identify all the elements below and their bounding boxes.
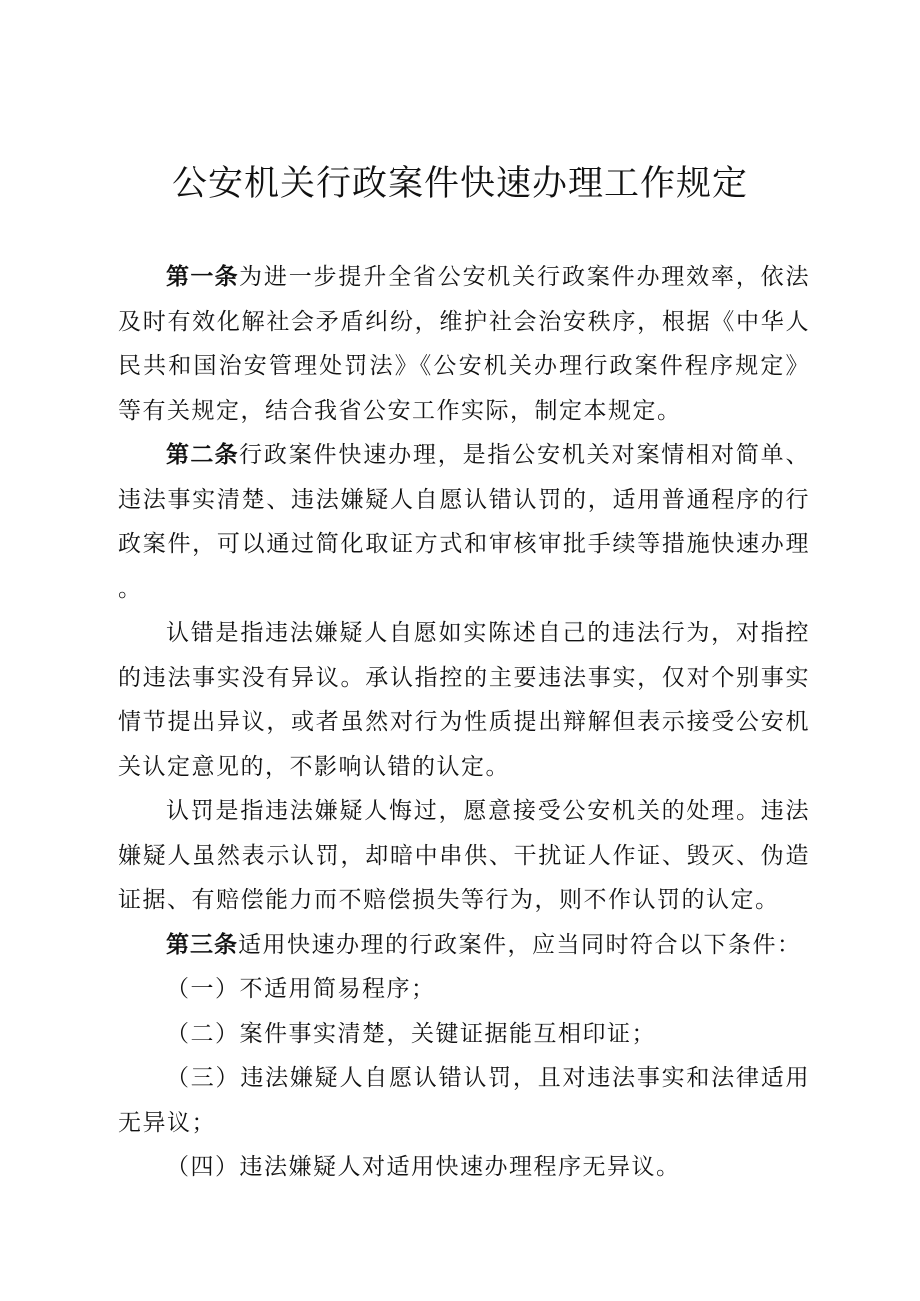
article-1-text: 为进一步提升全省公安机关行政案件办理效率，依法及时有效化解社会矛盾纠纷，维护社会治安秩序，根据《中华人民共和国治安管理处罚法》《公安机关办理行政案件程序规定》等有关规定，结合我省公安工作实际，制定本规定。 — [118, 264, 811, 424]
article-1 — [118, 255, 810, 433]
article-2-text: 行政案件快速办理，是指公安机关对案情相对简单、违法事实清楚、违法嫌疑人自愿认错认罚的，适用普通程序的行政案件，可以通过简化取证方式和审核审批手续等措施快速办理。 — [118, 442, 811, 602]
article-3 — [118, 923, 810, 968]
article-2-label: 第二条 — [166, 442, 240, 468]
article-1-label: 第一条 — [166, 264, 240, 290]
admit-fault-paragraph: 认错是指违法嫌疑人自愿如实陈述自己的违法行为，对指控的违法事实没有异议。承认指控的主要违法事实，仅对个别事实情节提出异议，或者虽然对行为性质提出辩解但表示接受公安机关认定意见的，不影响认错的认定。 — [118, 620, 810, 780]
article-3-text: 适用快速办理的行政案件，应当同时符合以下条件： — [238, 931, 802, 958]
condition-item: （四）违法嫌疑人对适用快速办理程序无异议。 — [166, 1154, 681, 1180]
condition-item: （二）案件事实清楚，关键证据能互相印证； — [166, 1020, 656, 1047]
condition-item: （一）不适用简易程序； — [166, 976, 436, 1002]
document-title: 公安机关行政案件快速办理工作规定 — [171, 164, 748, 204]
condition-item: （三）违法嫌疑人自愿认错认罚，且对违法事实和法律适用无异议； — [118, 1065, 810, 1136]
article-2 — [118, 433, 810, 611]
accept-penalty-paragraph: 认罚是指违法嫌疑人悔过，愿意接受公安机关的处理。违法嫌疑人虽然表示认罚，却暗中串供、干扰证人作证、毁灭、伪造证据、有赔偿能力而不赔偿损失等行为，则不作认罚的认定。 — [118, 798, 810, 913]
article-3-label: 第三条 — [166, 931, 238, 958]
document-body — [118, 255, 810, 1190]
